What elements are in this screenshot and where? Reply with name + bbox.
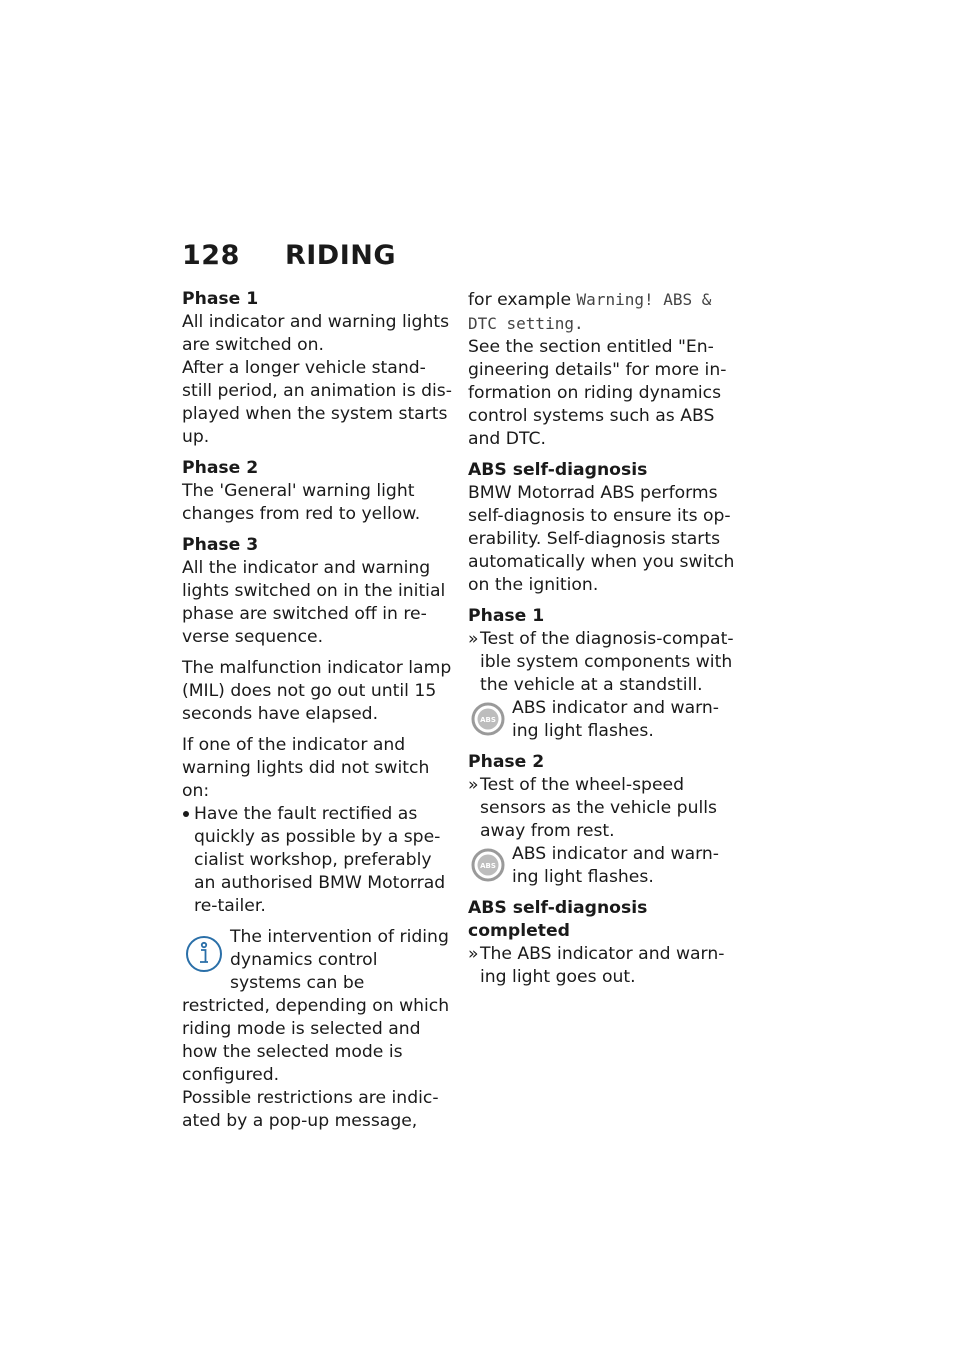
- phase1-animation-text: After a longer vehicle stand-still period, an animation is dis-played when the system starts up.: [182, 358, 452, 447]
- right-phase1-heading: Phase 1: [468, 606, 545, 626]
- right-phase2-heading: Phase 2: [468, 752, 545, 772]
- abs-indicator-row: [468, 697, 736, 743]
- phase3-text: All the indicator and warning lights switched on in the initial phase are switched off in re-verse sequence.: [182, 558, 446, 647]
- phase2-step-text: Test of the wheel-speed sensors as the vehicle pulls away from rest.: [480, 775, 717, 841]
- example-prefix: for example: [468, 290, 572, 310]
- arrow-mark: »: [468, 775, 479, 795]
- left-column: [182, 288, 454, 1133]
- note-text: The intervention of riding dynamics control systems can be restricted, depending on which riding mode is selected and how the selected mode is configured.: [182, 927, 450, 1085]
- list-item: [468, 774, 736, 843]
- example-text: [468, 288, 736, 336]
- abs-diagnosis-heading: ABS self-diagnosis: [468, 460, 648, 480]
- abs-icon-label: ABS: [480, 716, 496, 724]
- list-item: [468, 628, 736, 697]
- abs-icon-label: ABS: [480, 862, 496, 870]
- chapter-title: RIDING: [284, 240, 397, 271]
- bullet-text: Have the fault rectified as quickly as possible by a spe-cialist workshop, preferably an authorised BMW Motorrad re-tailer.: [194, 804, 446, 916]
- phase1-text: All indicator and warning lights are switched on.: [182, 312, 450, 355]
- abs-flash-text: ABS indicator and warn-ing light flashes.: [512, 698, 719, 741]
- abs-warning-icon: [468, 699, 508, 739]
- bullet-dot: [183, 811, 189, 817]
- right-column: [468, 288, 736, 989]
- info-note: [182, 926, 454, 1087]
- arrow-mark: »: [468, 944, 479, 964]
- completed-step-text: The ABS indicator and warn-ing light goes out.: [480, 944, 725, 987]
- abs-indicator-row: [468, 843, 736, 889]
- mil-text: The malfunction indicator lamp (MIL) does not go out until 15 seconds have elapsed.: [182, 658, 452, 724]
- restrictions-text: Possible restrictions are indic-ated by a pop-up message,: [182, 1088, 439, 1131]
- page-header: [182, 240, 396, 271]
- completed-heading: ABS self-diagnosis completed: [468, 898, 648, 941]
- phase1-heading: Phase 1: [182, 289, 259, 309]
- abs-warning-icon: [468, 845, 508, 885]
- phase2-heading: Phase 2: [182, 458, 259, 478]
- see-section-text: See the section entitled "En-gineering details" for more in-formation on riding dynamics control systems such as ABS and DTC.: [468, 337, 727, 449]
- info-icon: [182, 932, 226, 976]
- list-item: [182, 803, 454, 918]
- example-code: Warning! ABS & DTC setting.: [468, 290, 712, 333]
- phase1-step-text: Test of the diagnosis-compat-ible system components with the vehicle at a standstill.: [480, 629, 734, 695]
- phase2-text: The 'General' warning light changes from red to yellow.: [182, 481, 421, 524]
- abs-diagnosis-text: BMW Motorrad ABS performs self-diagnosis to ensure its op-erability. Self-diagnosis starts automatically when you switch on the ignition.: [468, 483, 735, 595]
- arrow-mark: »: [468, 629, 479, 649]
- fail-text: If one of the indicator and warning lights did not switch on:: [182, 735, 430, 801]
- list-item: [468, 943, 736, 989]
- phase3-heading: Phase 3: [182, 535, 259, 555]
- abs-flash-text: ABS indicator and warn-ing light flashes.: [512, 844, 719, 887]
- page-number: 128: [182, 240, 240, 271]
